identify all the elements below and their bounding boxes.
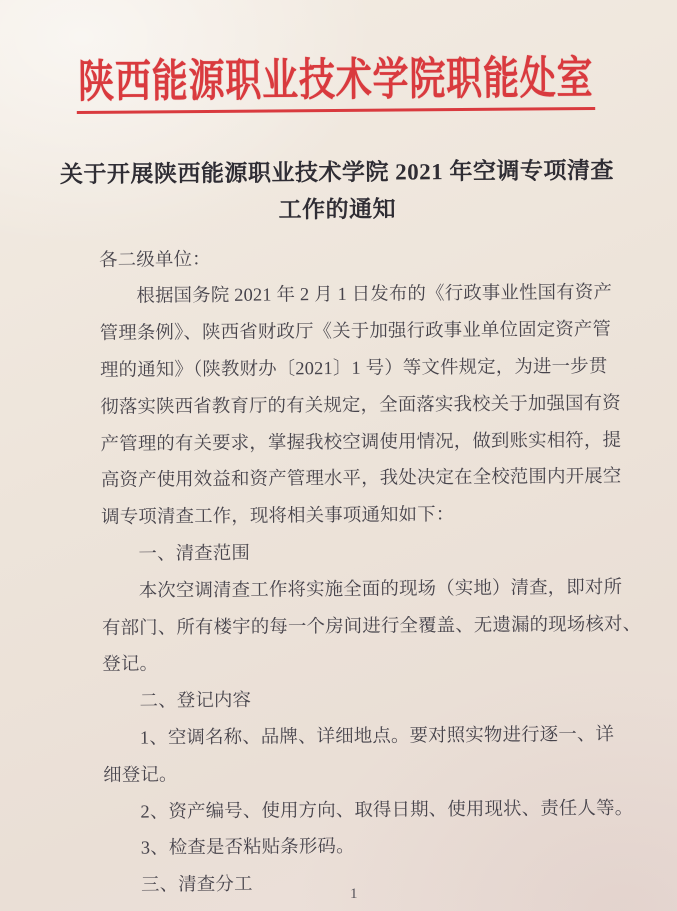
notice-title-line2: 工作的通知 (278, 196, 397, 223)
letterhead-container (0, 53, 675, 114)
body-line: 1、空调名称、品牌、详细地点。要对照实物进行逐一、详 (139, 723, 615, 748)
notice-title-line1: 关于开展陕西能源职业技术学院 2021 年空调专项清查 (59, 157, 615, 187)
body-line: 理的通知》（陕教财办〔2021〕1 号）等文件规定，为进一步贯 (99, 355, 608, 380)
page-number: 1 (350, 886, 358, 902)
body-line: 2、资产编号、使用方向、取得日期、使用现状、责任人等。 (140, 797, 634, 822)
letterhead-title: 陕西能源职业技术学院职能处室 (77, 54, 596, 114)
body-line: 细登记。 (103, 764, 178, 785)
section-heading: 二、登记内容 (139, 689, 252, 711)
section-heading: 一、清查范围 (138, 542, 251, 564)
body-line: 产管理的有关要求，掌握我校空调使用情况，做到账实相符，提 (100, 429, 622, 454)
body-line: 登记。 (102, 653, 159, 675)
body-line: 调专项清查工作，现将相关事项通知如下： (101, 504, 455, 528)
notice-title (0, 151, 676, 230)
notice-body (99, 237, 642, 903)
body-line: 管理条例》、陕西省财政厅《关于加强行政事业单位固定资产管 (99, 319, 612, 344)
body-line: 有部门、所有楼宇的每一个房间进行全覆盖、无遗漏的现场核对、 (101, 613, 642, 638)
body-line: 彻落实陕西省教育厅的有关规定，全面落实我校关于加强国有资 (100, 392, 621, 417)
body-line: 3、检查是否粘贴条形码。 (140, 836, 355, 858)
body-line: 本次空调清查工作将实施全面的现场（实地）清查，即对所 (138, 576, 623, 601)
body-line: 高资产使用效益和资产管理水平，我处决定在全校范围内开展空 (100, 466, 622, 491)
salutation: 各二级单位： (99, 248, 211, 270)
section-heading: 三、清查分工 (141, 873, 253, 895)
body-line: 根据国务院 2021 年 2 月 1 日发布的《行政事业性国有资产 (136, 282, 613, 306)
